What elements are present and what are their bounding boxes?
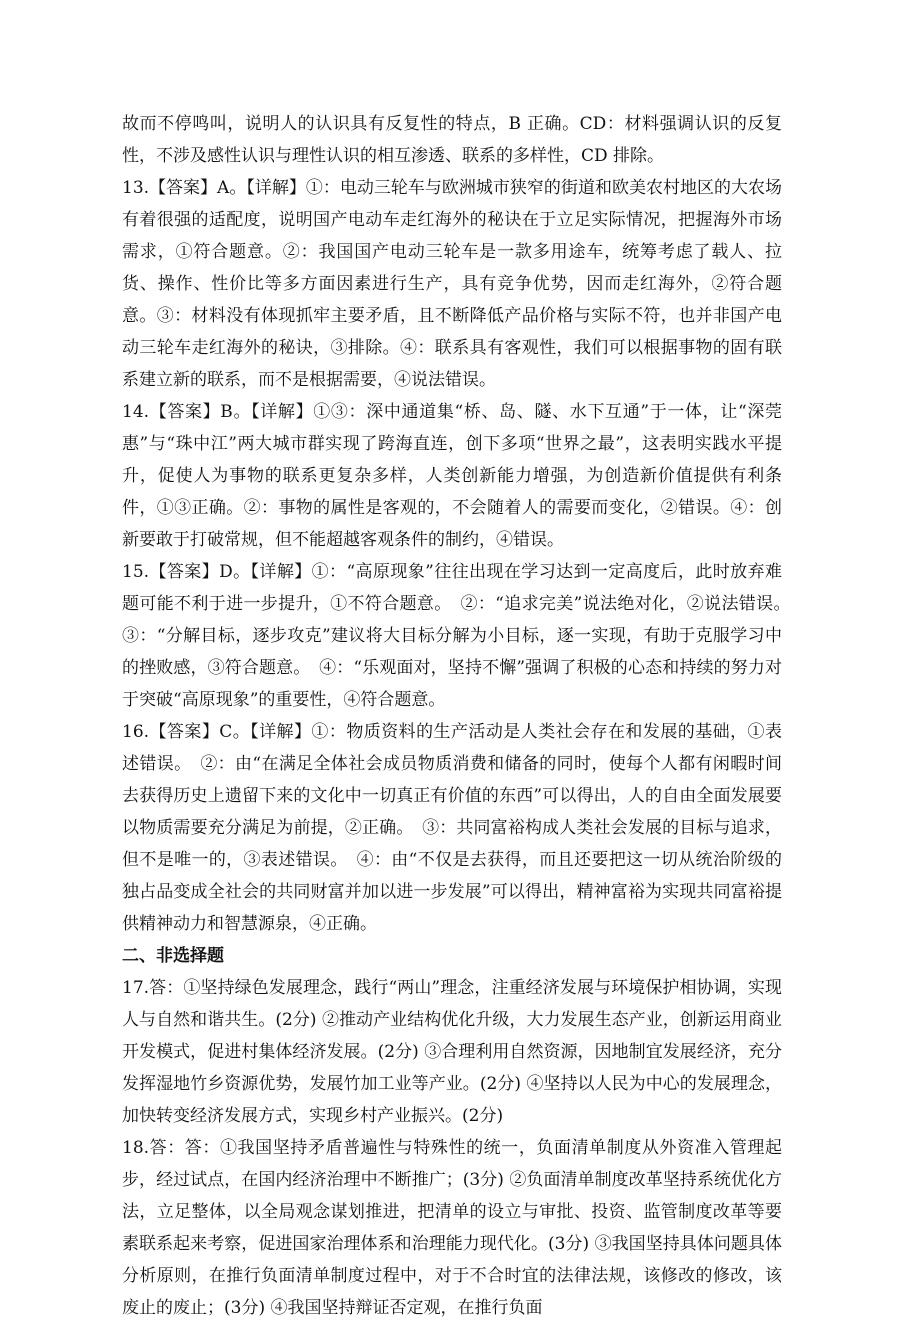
paragraph-q16: 16.【答案】C。【详解】①：物质资料的生产活动是人类社会存在和发展的基础，①表述错误。 ②：由“在满足全体社会成员物质消费和储备的同时，使每个人都有闲暇时间去获得历史上遗留下来的文化中一切真正有价值的东西”可以得出，人的自由全面发展要以物质需要充分满足为前提，②正确。 ③：共同富裕构成人类社会发展的目标与追求，但不是唯一的，③表述错误。 ④：由“不仅是去获得，而且还要把这一切从统治阶级的独占品变成全社会的共同财富并加以进一步发展”可以得出，精神富裕为实现共同富裕提供精神动力和智慧源泉，④正确。	[122, 722, 782, 934]
answer-key-content	[122, 108, 799, 1324]
paragraph-q12-continued: 故而不停鸣叫，说明人的认识具有反复性的特点，B 正确。CD：材料强调认识的反复性，不涉及感性认识与理性认识的相互渗透、联系的多样性，CD 排除。	[122, 114, 782, 166]
paragraph-q18: 18.答：答：①我国坚持矛盾普遍性与特殊性的统一，负面清单制度从外资准入管理起步，经过试点，在国内经济治理中不断推广；(3分) ②负面清单制度改革坚持系统优化方法，立足整体，以全局观念谋划推进，把清单的设立与审批、投资、监管制度改革等要素联系起来考察，促进国家治理体系和治理能力现代化。(3分) ③我国坚持具体问题具体分析原则，在推行负面清单制度过程中，对于不合时宜的法律法规，该修改的修改，该废止的废止；(3分) ④我国坚持辩证否定观，在推行负面	[122, 1138, 782, 1318]
section-heading: 二、非选择题	[122, 946, 224, 966]
paragraph-q17: 17.答：①坚持绿色发展理念，践行“两山”理念，注重经济发展与环境保护相协调，实现人与自然和谐共生。(2分) ②推动产业结构优化升级，大力发展生态产业，创新运用商业开发模式，促进村集体经济发展。(2分) ③合理利用自然资源，因地制宜发展经济，充分发挥湿地竹乡资源优势，发展竹加工业等产业。(2分) ④坚持以人民为中心的发展理念，加快转变经济发展方式，实现乡村产业振兴。(2分)	[122, 978, 782, 1126]
paragraph-q14: 14.【答案】B。【详解】①③：深中通道集“桥、岛、隧、水下互通”于一体，让“深莞惠”与“珠中江”两大城市群实现了跨海直连，创下多项“世界之最”，这表明实践水平提升，促使人为事物的联系更复杂多样，人类创新能力增强，为创造新价值提供有利条件，①③正确。②：事物的属性是客观的，不会随着人的需要而变化，②错误。④：创新要敢于打破常规，但不能超越客观条件的制约，④错误。	[122, 402, 782, 550]
paragraph-q13: 13.【答案】A。【详解】①：电动三轮车与欧洲城市狭窄的街道和欧美农村地区的大农场有着很强的适配度，说明国产电动车走红海外的秘诀在于立足实际情况，把握海外市场需求，①符合题意。②：我国国产电动三轮车是一款多用途车，统筹考虑了载人、拉货、操作、性价比等多方面因素进行生产，具有竞争优势，因而走红海外，②符合题意。③：材料没有体现抓牢主要矛盾，且不断降低产品价格与实际不符，也并非国产电动三轮车走红海外的秘诀，③排除。④：联系具有客观性，我们可以根据事物的固有联系建立新的联系，而不是根据需要，④说法错误。	[122, 178, 782, 390]
paragraph-q15: 15.【答案】D。【详解】①：“高原现象”往往出现在学习达到一定高度后，此时放弃难题可能不利于进一步提升，①不符合题意。 ②：“追求完美”说法绝对化，②说法错误。 ③：“分解目标，逐步攻克”建议将大目标分解为小目标，逐一实现，有助于克服学习中的挫败感，③符合题意。 ④：“乐观面对，坚持不懈”强调了积极的心态和持续的努力对于突破“高原现象”的重要性，④符合题意。	[122, 562, 799, 710]
